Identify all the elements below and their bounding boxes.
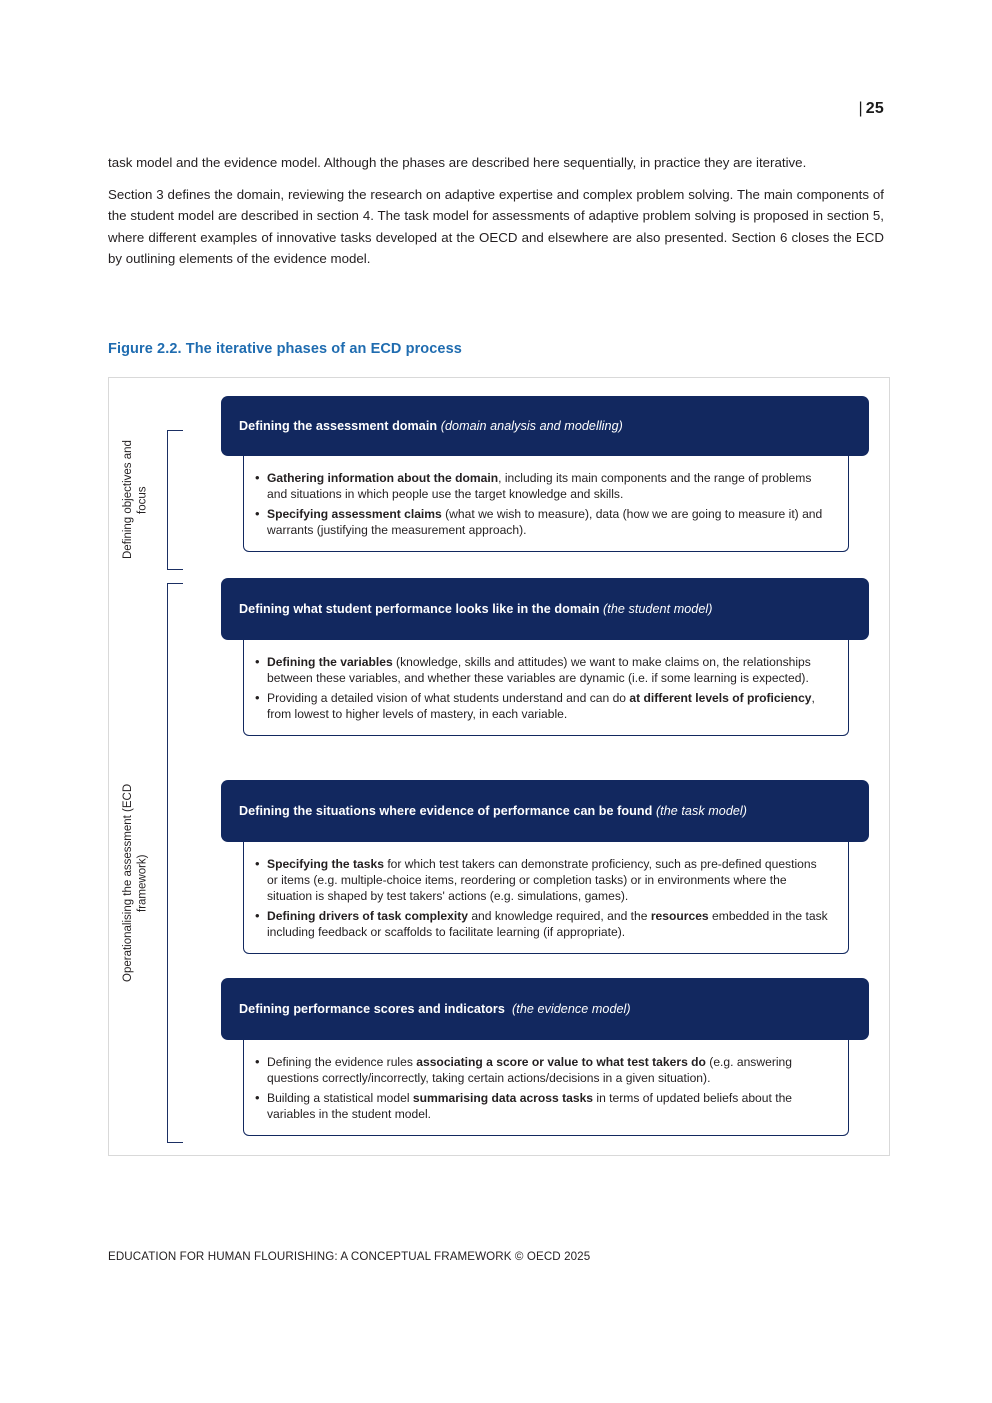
page-header-bar: |: [858, 100, 863, 117]
phase-header: [221, 578, 869, 640]
bullet-item: • Gathering information about the domain, including its main components and the range of problems and situations in which people use the target knowledge and skills.: [254, 470, 830, 502]
phase-header: [221, 396, 869, 456]
phase-header-bold: Defining performance scores and indicators: [239, 1001, 505, 1016]
phase-bullets: [254, 470, 830, 538]
phase-header-bold: Defining the situations where evidence of performance can be found: [239, 803, 653, 818]
paragraph-1: task model and the evidence model. Although the phases are described here sequentially, in practice they are iterative.: [108, 155, 807, 170]
phase-bullets: [254, 856, 830, 940]
phase-block-student-model: [221, 578, 869, 736]
bullet-item: • Building a statistical model summarising data across tasks in terms of updated beliefs about the variables in the student model.: [254, 1090, 830, 1122]
phase-body: [243, 1040, 849, 1136]
phase-header-italic: (domain analysis and modelling): [440, 418, 623, 433]
page-number: 25: [865, 100, 884, 117]
phase-block-task-model: [221, 780, 869, 954]
body-text: [108, 152, 884, 280]
phase-body: [243, 456, 849, 552]
phase-bullets: [254, 1054, 830, 1122]
side-label-defining-objectives: Defining objectives and focus: [122, 440, 149, 560]
bracket-group-1: [167, 430, 183, 570]
phase-header-italic: (the evidence model): [512, 1001, 631, 1016]
phase-bullets: [254, 654, 830, 722]
bullet-item: • Providing a detailed vision of what students understand and can do at different levels of proficiency, from lowest to higher levels of mastery, in each variable.: [254, 690, 830, 722]
bullet-item: • Defining the evidence rules associating a score or value to what test takers do (e.g. answering questions correctly/incorrectly, taking certain actions/decisions in a given situation).: [254, 1054, 830, 1086]
bullet-item: • Defining the variables (knowledge, skills and attitudes) we want to make claims on, the relationships between these variables, and whether these variables are dynamic (i.e. if some learning is expected).: [254, 654, 830, 686]
phase-body: [243, 842, 849, 954]
phase-block-assessment-domain: [221, 396, 869, 552]
phase-body: [243, 640, 849, 736]
page-footer: EDUCATION FOR HUMAN FLOURISHING: A CONCEPTUAL FRAMEWORK © OECD 2025: [108, 1250, 591, 1263]
phase-header: [221, 978, 869, 1040]
bracket-group-2: [167, 583, 183, 1143]
bullet-item: • Defining drivers of task complexity and knowledge required, and the resources embedded in the task including feedback or scaffolds to facilitate learning (if appropriate).: [254, 908, 830, 940]
phase-header-bold: Defining what student performance looks like in the domain: [239, 601, 600, 616]
page-header: [858, 100, 884, 118]
phase-block-evidence-model: [221, 978, 869, 1136]
bullet-item: • Specifying the tasks for which test takers can demonstrate proficiency, such as pre-defined questions or items (e.g. multiple-choice items, reordering or completion tasks) or in environments where the situation is shaped by test takers' actions (e.g. simulations, games).: [254, 856, 830, 904]
phase-header-italic: (the student model): [603, 601, 713, 616]
figure-container: [108, 377, 890, 1156]
phase-header-italic: (the task model): [655, 803, 748, 818]
phase-header-bold: Defining the assessment domain: [239, 418, 438, 433]
bullet-item: • Specifying assessment claims (what we wish to measure), data (how we are going to measure it) and warrants (justifying the measurement approach).: [254, 506, 830, 538]
paragraph-2: Section 3 defines the domain, reviewing the research on adaptive expertise and complex problem solving. The main components of the student model are described in section 4. The task model for assessments of adaptive problem solving is proposed in section 5, where different examples of innovative tasks developed at the OECD and elsewhere are also presented. Section 6 closes the ECD by outlining elements of the evidence model.: [108, 186, 884, 267]
phase-header: [221, 780, 869, 842]
figure-title: Figure 2.2. The iterative phases of an ECD process: [108, 341, 462, 357]
side-label-operationalising: Operationalising the assessment (ECD framework): [122, 783, 149, 983]
